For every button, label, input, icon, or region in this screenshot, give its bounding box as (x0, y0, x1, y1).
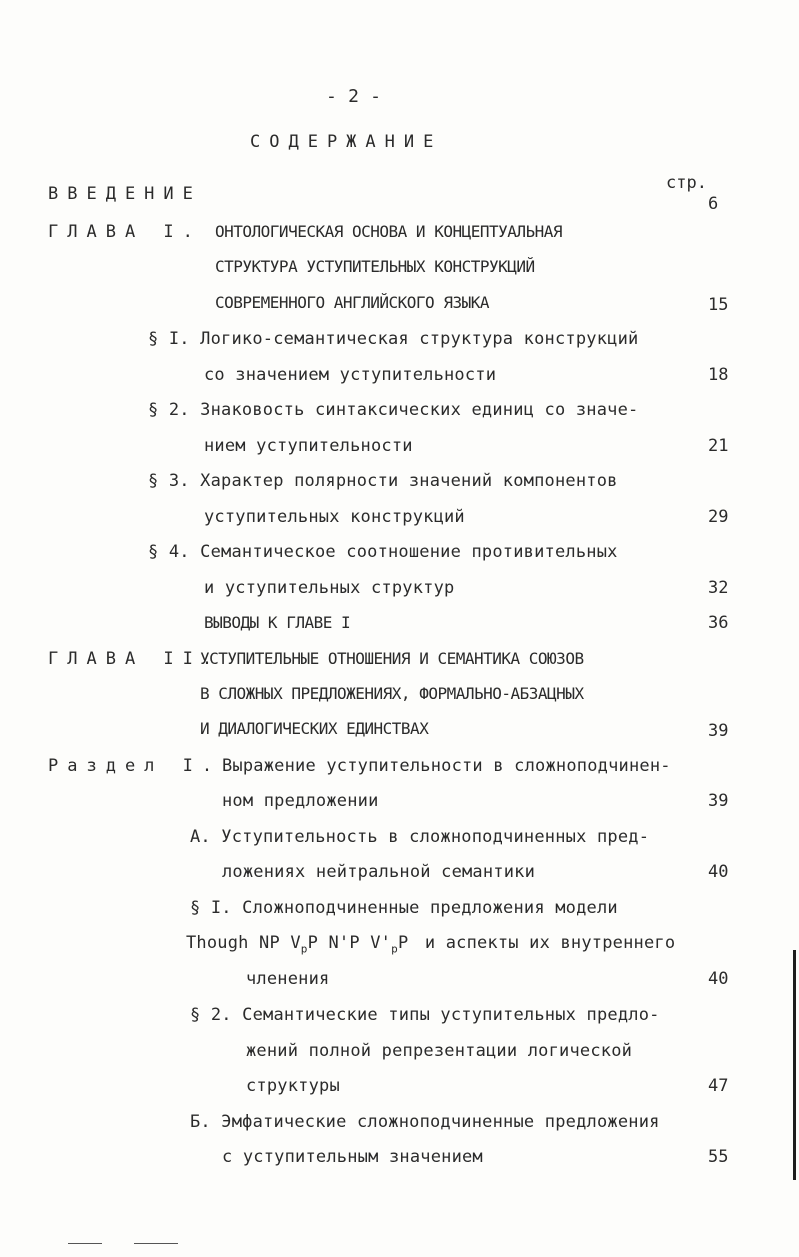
toc-page-section-1-4: 32 (708, 578, 729, 598)
formula-np-1: NP (259, 933, 280, 953)
formula-v-1: V (290, 933, 301, 953)
formula-v-2: V' (370, 933, 392, 953)
toc-chapter-1-title-line-3: СОВРЕМЕННОГО АНГЛИЙСКОГО ЯЗЫКА (215, 293, 489, 312)
toc-subsection-b-line-1: Б. Эмфатические сложноподчиненные предложения (190, 1112, 660, 1132)
toc-subsection-a-line-2: ложениях нейтральной семантики (222, 862, 536, 882)
toc-part-1-label: Раздел I. (48, 756, 222, 776)
toc-page-conclusions-chapter-1: 36 (708, 613, 729, 633)
toc-page-subsection-a: 40 (708, 862, 729, 882)
toc-page-chapter-1: 15 (708, 295, 729, 315)
toc-chapter-2-title-line-3: И ДИАЛОГИЧЕСКИХ ЕДИНСТВАХ (200, 719, 429, 738)
toc-section-1-3-line-2: уступительных конструкций (204, 507, 465, 527)
toc-section-1-4-line-2: и уступительных структур (204, 578, 455, 598)
toc-chapter-1-label: ГЛАВА I. (48, 222, 202, 242)
toc-page-subsection-b: 55 (708, 1147, 729, 1167)
toc-subsection-a-1-line-1: § I. Сложноподчиненные предложения модели (190, 898, 618, 918)
formula-p-1: P (307, 933, 319, 953)
toc-part-1-title-line-2: ном предложении (222, 791, 379, 811)
toc-section-1-2-line-2: нием уступительности (204, 436, 413, 456)
toc-subsection-a-1-formula (186, 932, 675, 960)
toc-chapter-2-label: ГЛАВА II. (48, 649, 222, 669)
toc-section-1-1-line-2: со значением уступительности (204, 365, 497, 385)
toc-page-section-1-1: 18 (708, 365, 729, 385)
toc-subsection-a-2-line-2: жений полной репрезентации логической (246, 1041, 633, 1061)
footer-rule-right (134, 1243, 178, 1244)
toc-conclusions-chapter-1: ВЫВОДЫ К ГЛАВЕ I (204, 613, 351, 632)
page-number: - 2 - (326, 86, 382, 107)
toc-section-1-2-line-1: § 2. Знаковость синтаксических единиц со значе- (148, 400, 639, 420)
toc-subsection-b-line-2: с уступительным значением (222, 1147, 483, 1167)
formula-p-2: P (397, 933, 409, 953)
toc-chapter-2-title-line-1: УСТУПИТЕЛЬНЫЕ ОТНОШЕНИЯ И СЕМАНТИКА СОЮЗОВ (200, 649, 584, 668)
toc-section-1-3-line-1: § 3. Характер полярности значений компонентов (148, 471, 618, 491)
toc-chapter-1-title-line-1: ОНТОЛОГИЧЕСКАЯ ОСНОВА И КОНЦЕПТУАЛЬНАЯ (215, 222, 563, 241)
page-column-label: стр. (666, 173, 707, 193)
toc-page-subsection-a-1: 40 (708, 969, 729, 989)
toc-part-1-title-line-1: Выражение уступительности в сложноподчинен- (222, 756, 671, 776)
toc-chapter-1-title-line-2: СТРУКТУРА УСТУПИТЕЛЬНЫХ КОНСТРУКЦИЙ (215, 257, 535, 276)
toc-subsection-a-1-line-2: и аспекты их внутреннего (424, 933, 676, 953)
footer-rule-left (68, 1243, 102, 1244)
toc-page-subsection-a-2: 47 (708, 1076, 729, 1096)
toc-subsection-a-2-line-3: структуры (246, 1076, 340, 1096)
page-title: СОДЕРЖАНИЕ (250, 132, 443, 152)
toc-subsection-a-line-1: А. Уступительность в сложноподчиненных пред- (190, 827, 650, 847)
toc-subsection-a-2-line-1: § 2. Семантические типы уступительных предло- (190, 1005, 660, 1025)
formula-though: Though (186, 933, 249, 953)
toc-section-1-4-line-1: § 4. Семантическое соотношение противительных (148, 542, 618, 562)
toc-section-1-1-line-1: § I. Логико-семантическая структура конструкций (148, 329, 639, 349)
formula-np-2: N'P (328, 933, 360, 953)
toc-subsection-a-1-line-3: членения (246, 969, 330, 989)
formula-sub-1: p (300, 942, 308, 956)
toc-page-section-1-2: 21 (708, 436, 729, 456)
toc-page-introduction: 6 (708, 194, 719, 214)
toc-chapter-2-title-line-2: В СЛОЖНЫХ ПРЕДЛОЖЕНИЯХ, ФОРМАЛЬНО-АБЗАЦНЫХ (200, 684, 584, 703)
toc-page-chapter-2: 39 (708, 721, 729, 741)
toc-entry-introduction: ВВЕДЕНИЕ (48, 184, 202, 204)
toc-page-section-1-3: 29 (708, 507, 729, 527)
formula-sub-2: p (391, 942, 398, 956)
toc-page-part-1: 39 (708, 791, 729, 811)
binding-edge-mark (793, 950, 796, 1180)
